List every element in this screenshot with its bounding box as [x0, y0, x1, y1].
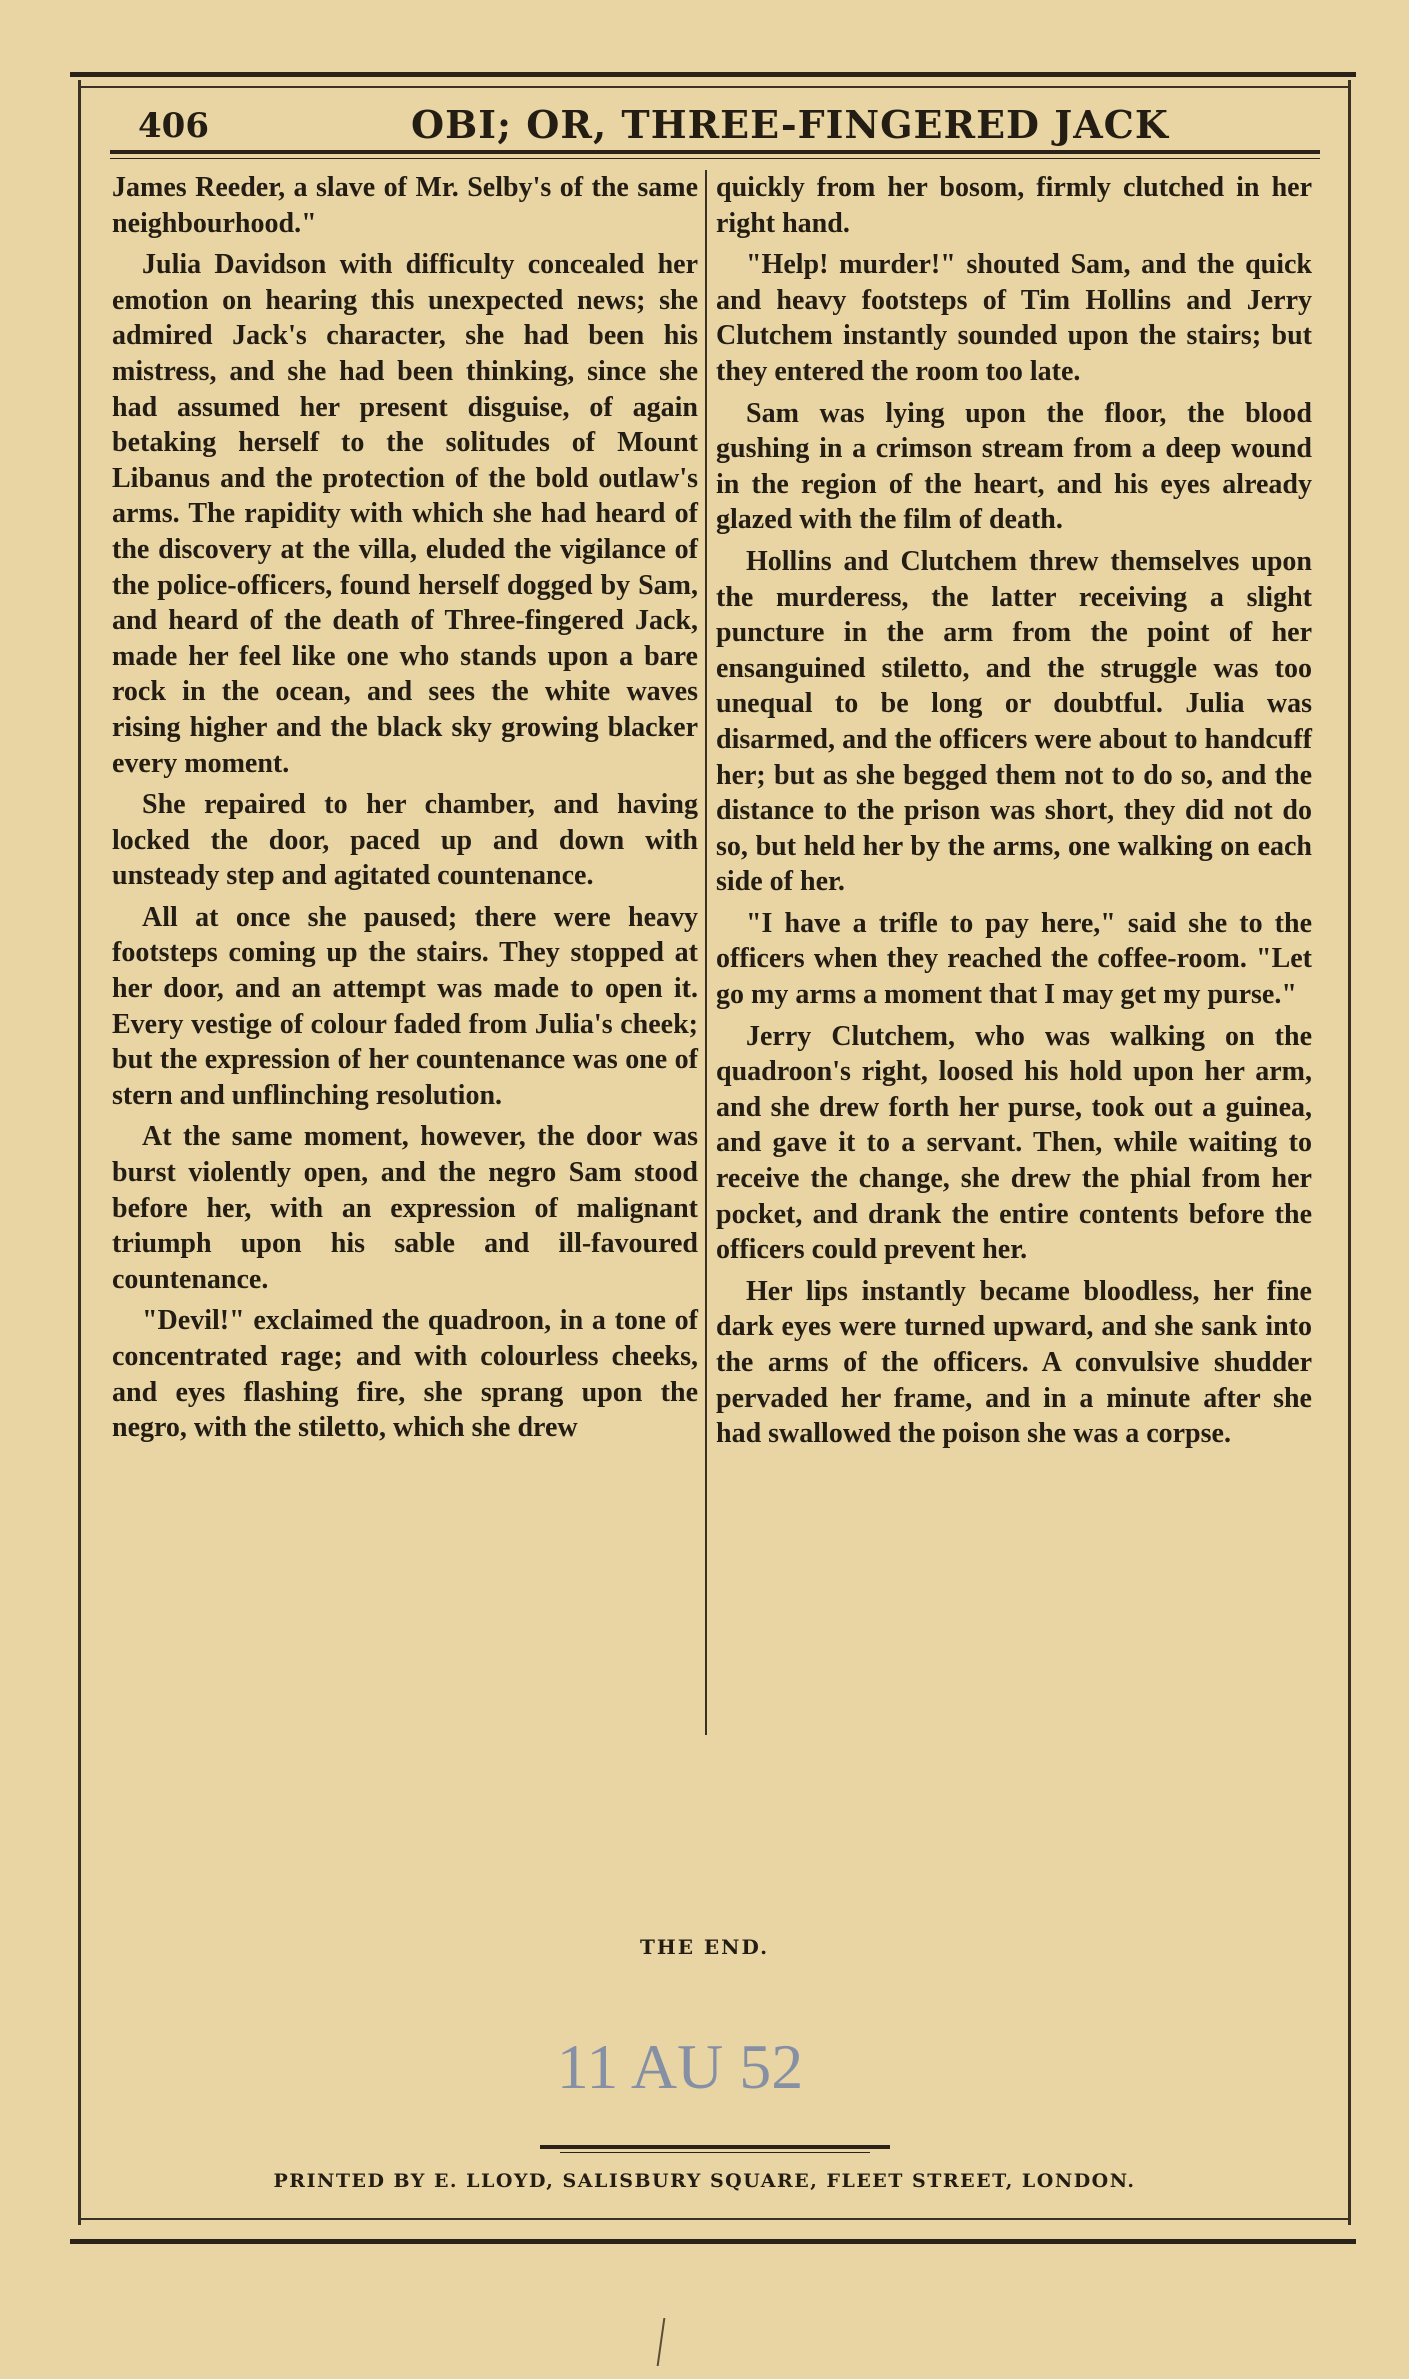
page-number: 406	[138, 106, 209, 146]
pencil-mark	[657, 2318, 672, 2366]
paragraph: At the same moment, however, the door was burst violently open, and the negro Sam stood before her, with an expression of malignant triumph upon his sable and ill-favoured countenance.	[112, 1121, 698, 1295]
frame-right-rule	[1348, 80, 1351, 2225]
paragraph: Jerry Clutchem, who was walking on the quadroon's right, loosed his hold upon her arm, and she drew forth her purse, took out a guinea, and gave it to a servant. Then, while waiting to receive the change, she drew the phial from her pocket, and drank the entire contents before the officers could prevent her.	[716, 1020, 1312, 1266]
paragraph: All at once she paused; there were heavy footsteps coming up the stairs. They stopped at her door, and an attempt was made to open it. Every vestige of colour faded from Julia's cheek; but the expression of her countenance was one of stern and unflinching resolution.	[112, 901, 698, 1111]
the-end-label: THE END.	[639, 1935, 770, 1959]
imprint-rule-thin	[560, 2152, 870, 2153]
header-rule-thin	[110, 158, 1320, 159]
paragraph: Her lips instantly became bloodless, her fine dark eyes were turned upward, and she sank into the arms of the officers. A convulsive shudder pervaded her frame, and in a minute after she had swallowed the poison she was a corpse.	[716, 1275, 1312, 1450]
paragraph: "Help! murder!" shouted Sam, and the quick and heavy footsteps of Tim Hollins and Jerry Clutchem instantly sounded upon the stairs; but they entered the room too late.	[716, 249, 1312, 387]
running-head	[130, 92, 1320, 152]
paragraph: James Reeder, a slave of Mr. Selby's of the same neighbourhood."	[112, 172, 698, 239]
paragraph: She repaired to her chamber, and having locked the door, paced up and down with unsteady step and agitated countenance.	[112, 789, 698, 892]
frame-bottom-rule	[78, 2218, 1348, 2220]
header-rule	[110, 150, 1320, 154]
paragraph: Sam was lying upon the floor, the blood gushing in a crimson stream from a deep wound in the region of the heart, and his eyes already glazed with the film of death.	[716, 397, 1312, 536]
imprint-rule	[540, 2145, 890, 2149]
date-stamp: 11 AU 52	[556, 2031, 804, 2102]
paragraph: quickly from her bosom, firmly clutched in her right hand.	[716, 172, 1312, 239]
paragraph: Hollins and Clutchem threw themselves upon the murderess, the latter receiving a slight puncture in the arm from the point of her ensanguined stiletto, and the struggle was too unequal to be long or doubtful. Julia was disarmed, and the officers were about to handcuff her; but as she begged them not to do so, and the distance to the prison was short, they did not do so, but held her by the arms, one walking on each side of her.	[716, 545, 1312, 898]
paragraph: "I have a trifle to pay here," said she to the officers when they reached the coffee-room. "Let go my arms a moment that I may get my purse."	[716, 907, 1312, 1011]
column-divider	[705, 170, 707, 1735]
paragraph: "Devil!" exclaimed the quadroon, in a tone of concentrated rage; and with colourless cheeks, and eyes flashing fire, she sprang upon the negro, with the stiletto, which she drew	[112, 1305, 698, 1444]
page-title: OBI; OR, THREE-FINGERED JACK	[411, 102, 1169, 147]
left-column	[112, 170, 698, 1446]
frame-left-rule	[78, 80, 81, 2225]
paragraph: Julia Davidson with difficulty concealed her emotion on hearing this unexpected news; she admired Jack's character, she had been his mistress, and she had been thinking, since she had assumed her present disguise, of again betaking herself to the solitudes of Mount Libanus and the protection of the bold outlaw's arms. The rapidity with which she had heard of the discovery at the villa, eluded the vigilance of the police-officers, found herself dogged by Sam, and heard of the death of Three-fingered Jack, made her feel like one who stands upon a bare rock in the ocean, and sees the white waves rising higher and the black sky growing blacker every moment.	[112, 249, 698, 779]
frame-top-rule	[78, 86, 1348, 88]
printer-imprint: PRINTED BY E. LLOYD, SALISBURY SQUARE, FLEET STREET, LONDON.	[273, 2170, 1136, 2192]
right-column	[716, 170, 1312, 1452]
